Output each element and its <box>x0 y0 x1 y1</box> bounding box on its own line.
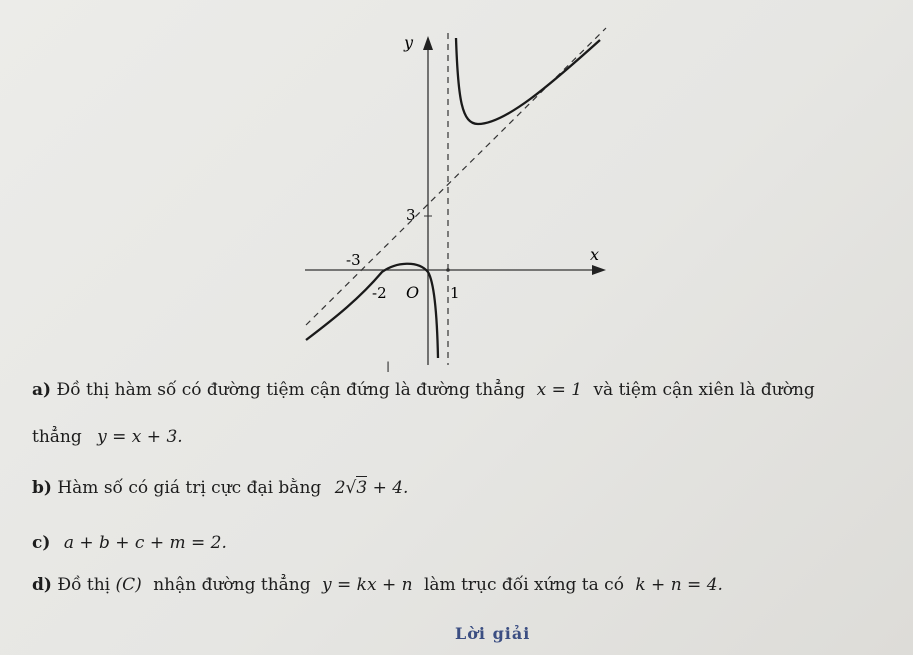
statement-a-cont <box>32 427 183 447</box>
solution-title: Lời giải <box>455 624 531 643</box>
statement-b-math-suffix: + 4. <box>372 478 409 498</box>
statement-c-math: a + b + c + m = 2. <box>63 533 227 553</box>
x-axis-arrow-icon <box>592 265 606 275</box>
statement-d-text3: làm trục đối xứng ta có <box>423 575 624 595</box>
statement-b-text1: Hàm số có giá trị cực đại bằng <box>57 478 322 498</box>
origin-label: O <box>406 283 420 302</box>
y-axis-label: y <box>404 33 414 52</box>
y-axis-arrow-icon <box>423 36 433 50</box>
oblique-asymptote <box>306 28 606 325</box>
y-tick-label-3: 3 <box>406 206 416 224</box>
marker-c: c) <box>32 533 51 553</box>
statement-b-math-prefix: 2 <box>334 478 346 498</box>
x-tick-label-neg2: -2 <box>372 284 387 302</box>
left-branch-curve <box>306 264 438 358</box>
x-axis-label: x <box>590 245 600 264</box>
statement-d-math2: y = kx + n <box>322 575 413 595</box>
statement-d-math3: k + n = 4. <box>635 575 723 595</box>
x-tick-1 <box>446 268 450 272</box>
statement-d-math1: (C) <box>115 575 142 595</box>
statement-b-math-sqrt: 3 <box>356 478 368 498</box>
marker-d: d) <box>32 575 52 595</box>
statement-b: b) Hàm số có giá trị cực đại bằng 2√3 + 4. <box>32 478 409 498</box>
statement-a <box>32 380 815 400</box>
right-branch-curve <box>456 38 600 124</box>
statement-a-text1: Đồ thị hàm số có đường tiệm cận đứng là đường thẳng <box>56 380 526 400</box>
statement-a-text2: và tiệm cận xiên là đường <box>593 380 815 400</box>
x-tick-label-neg3: -3 <box>346 251 361 269</box>
text-cursor-icon: I <box>386 360 391 376</box>
statement-a-text3: thẳng <box>32 427 82 447</box>
x-tick-label-1: 1 <box>450 284 460 302</box>
marker-a: a) <box>32 380 52 400</box>
statement-d-text2: nhận đường thẳng <box>153 575 311 595</box>
marker-b: b) <box>32 478 52 498</box>
statement-d-text1: Đồ thị <box>57 575 111 595</box>
statement-c <box>32 533 227 553</box>
statement-a-math2: y = x + 3. <box>97 427 183 447</box>
statement-a-math1: x = 1 <box>536 380 583 400</box>
statement-d <box>32 575 723 595</box>
